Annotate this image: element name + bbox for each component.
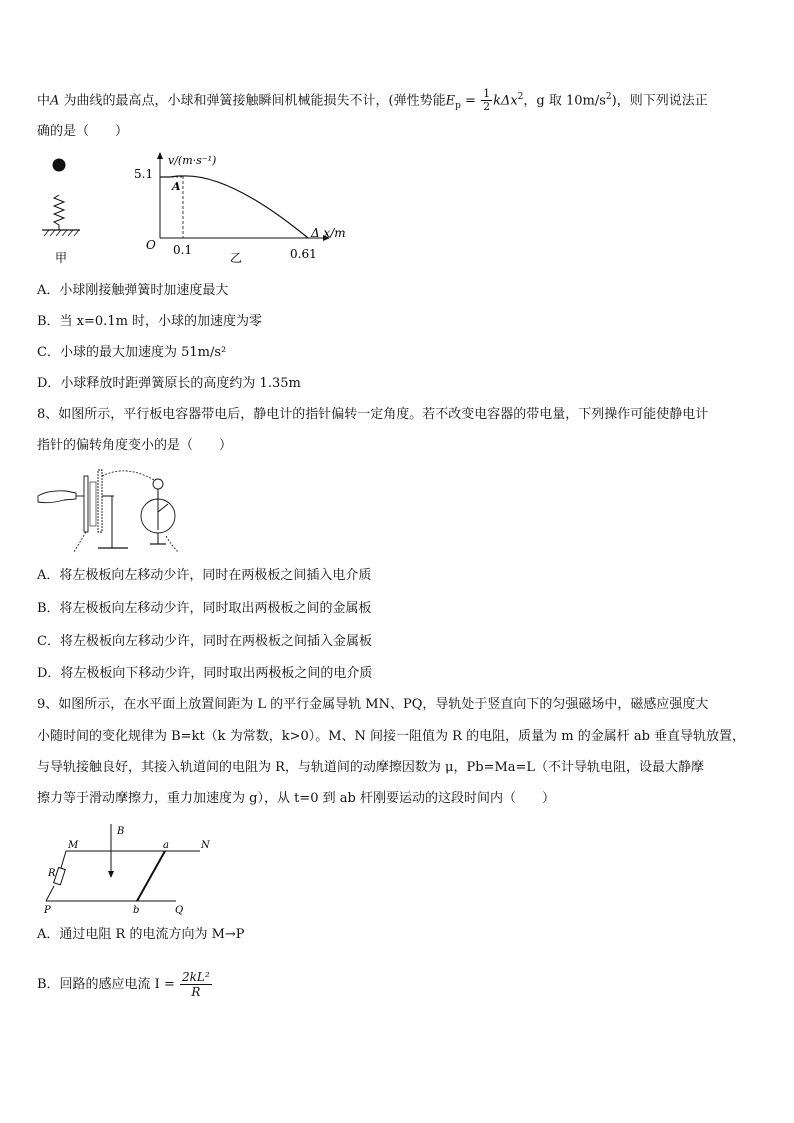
- square-exponent: 2: [605, 92, 612, 102]
- ground-hatch: [44, 230, 79, 236]
- q9-stem-line2: 小随时间的变化规律为 B=kt（k 为常数，k>0）。M、N 间接一阻值为 R 的电阻，质量为 m 的金属杆 ab 垂直导轨放置，: [37, 729, 746, 744]
- label-a: a: [163, 840, 169, 851]
- equals-sign: =: [460, 93, 481, 109]
- label-r: R: [48, 868, 56, 879]
- current-frac-num: 2kL²: [182, 970, 210, 984]
- y-axis-label: v/(m·s⁻¹): [168, 154, 217, 167]
- fig-yi-label: 乙: [230, 251, 243, 265]
- square-exponent: 2: [517, 92, 524, 102]
- label-b-field: B: [117, 826, 125, 837]
- q7-option-c: C．小球的最大加速度为 51m/s²: [37, 345, 227, 360]
- q7-option-b: B．当 x=0.1m 时，小球的加速度为零: [37, 314, 263, 329]
- label-b-point: b: [133, 905, 140, 916]
- k-delta-x: kΔx: [493, 93, 518, 109]
- connect-wire: [102, 471, 154, 480]
- frac-num: 1: [483, 87, 491, 101]
- dielectric-slab: [90, 482, 96, 526]
- label-m: M: [68, 840, 79, 851]
- q7-text: 为曲线的最高点，小球和弹簧接触瞬间机械能损失不计，(弹性势能: [59, 93, 446, 109]
- y-tick-label: 5.1: [134, 167, 154, 181]
- q8-capacitor-figure: [36, 466, 186, 558]
- fig-jia-label: 甲: [55, 251, 68, 265]
- q7-figures: [30, 150, 370, 270]
- q9-stem-line3: 与导轨接触良好，其接入轨道间的电阻为 R，与轨道间的动摩擦因数为 μ，Pb=Ma=L（不计导轨电阻，设最大静摩: [37, 760, 705, 775]
- x-tick-label-1: 0.1: [173, 243, 193, 257]
- q9-option-a: A．通过电阻 R 的电流方向为 M→P: [37, 927, 245, 942]
- hand-icon: [38, 491, 76, 503]
- spring-icon: [54, 195, 64, 230]
- rod-ab: [137, 851, 165, 901]
- label-p: P: [44, 905, 51, 916]
- q7-option-a: A．小球刚接触弹簧时加速度最大: [37, 283, 229, 298]
- q7-text: )，则下列说法正: [611, 93, 708, 109]
- q8-option-b: B．将左极板向左移动少许，同时取出两极板之间的金属板: [37, 601, 372, 616]
- q8-option-d: D．将左极板向下移动少许，同时取出两极板之间的电介质: [37, 666, 373, 681]
- q7-stem-line1: [37, 88, 708, 115]
- label-q: Q: [175, 905, 184, 916]
- q8-option-c: C．将左极板向左移动少许，同时在两极板之间插入金属板: [37, 634, 372, 649]
- origin-label: O: [146, 238, 156, 252]
- q8-stem-line1: 8、如图所示，平行板电容器带电后，静电计的指针偏转一定角度。若不改变电容器的带电量，下列操作可能使静电计: [37, 407, 709, 422]
- q7-text: ，g 取 10m/s: [523, 93, 606, 109]
- q7-text: 中: [37, 93, 51, 109]
- q9-rail-figure: [38, 820, 228, 920]
- ep-subscript: p: [455, 100, 461, 111]
- q9-option-b: [37, 970, 213, 999]
- q9-stem-line1: 9、如图所示，在水平面上放置间距为 L 的平行金属导轨 MN、PQ，导轨处于竖直向下的匀强磁场中，磁感应强度大: [37, 697, 709, 712]
- q9-option-b-text: B．回路的感应电流 I =: [37, 977, 175, 992]
- electrometer-knob: [153, 479, 163, 489]
- half-fraction: [481, 88, 492, 113]
- electrometer-needle: [158, 504, 168, 512]
- ep-symbol: E: [445, 93, 456, 109]
- q7-point-a-label: A: [50, 93, 60, 109]
- q8-stem-line2: 指针的偏转角度变小的是（ ）: [37, 438, 233, 453]
- q7-stem-line2: 确的是（ ）: [37, 124, 129, 139]
- ground-wire: [74, 532, 86, 552]
- q9-stem-line4: 擦力等于滑动摩擦力，重力加速度为 g），从 t=0 到 ab 杆刚要运动的这段时间内（ ）: [37, 791, 555, 806]
- right-plate: [98, 470, 102, 532]
- ball-icon: [53, 159, 66, 172]
- x-tick-label-2: 0.61: [290, 247, 317, 261]
- velocity-curve: [160, 176, 308, 238]
- x-axis-label: Δ x/m: [311, 226, 346, 240]
- y-arrow-icon: [157, 152, 163, 159]
- q7-option-d: D．小球释放时距弹簧原长的高度约为 1.35m: [37, 376, 301, 391]
- b-field-arrow-icon: [108, 871, 114, 878]
- label-n: N: [201, 840, 210, 851]
- left-plate: [84, 476, 88, 532]
- frac-den: 2: [483, 100, 491, 114]
- point-a-label: A: [172, 180, 181, 193]
- q8-option-a: A．将左极板向左移动少许，同时在两极板之间插入电介质: [37, 568, 372, 583]
- current-frac-den: R: [191, 985, 201, 999]
- current-fraction: [180, 970, 212, 999]
